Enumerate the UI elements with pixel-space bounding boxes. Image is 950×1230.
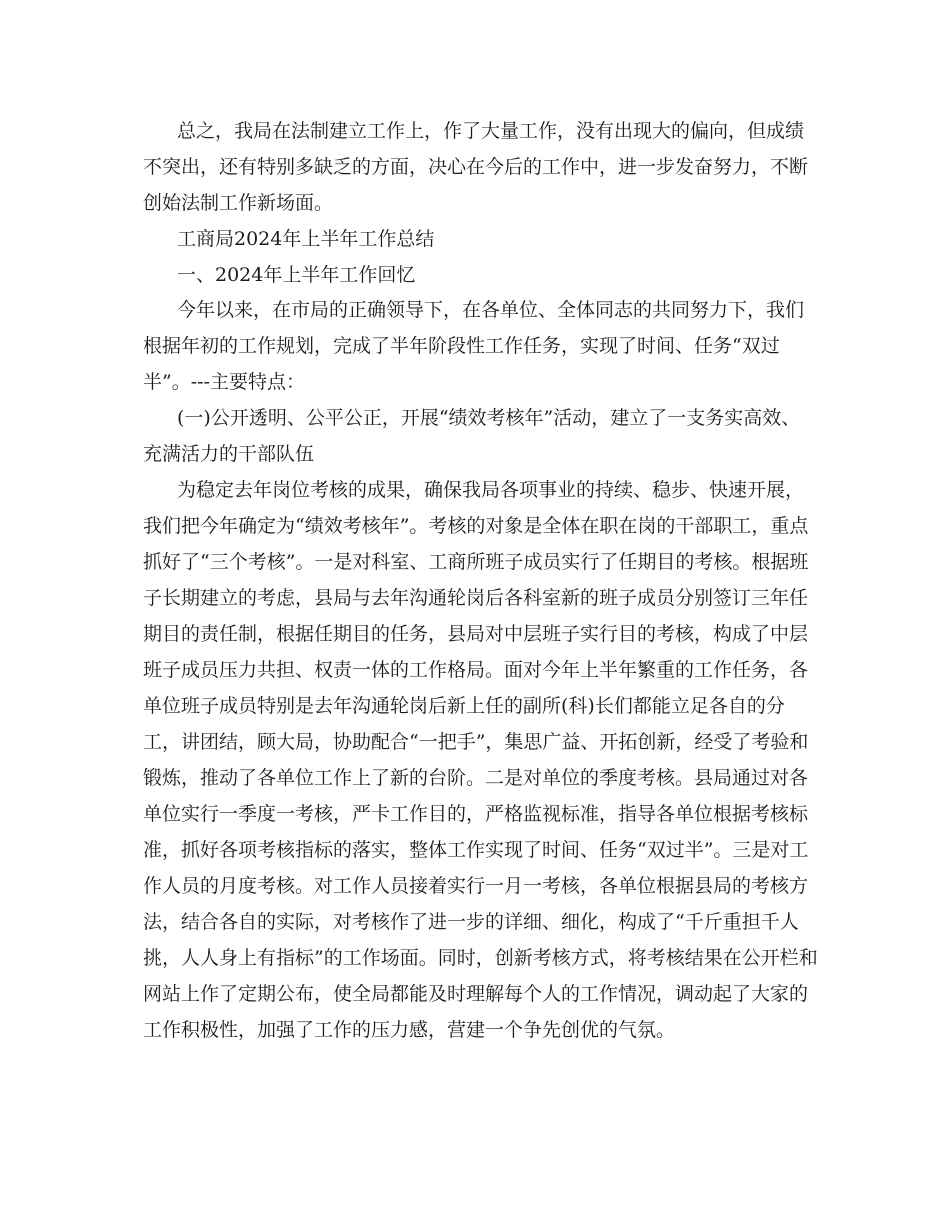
text-line: 我们把今年确定为“绩效考核年”。考核的对象是全体在职在岗的干部职工，重点: [143, 515, 809, 537]
text-line: 不突出，还有特别多缺乏的方面，决心在今后的工作中，进一步发奋努力，不断: [143, 156, 809, 178]
text-line: 网站上作了定期公布，使全局都能及时理解每个人的工作情况，调动起了大家的: [143, 983, 809, 1005]
text-line: 半”。---主要特点：: [143, 371, 305, 393]
subsection-heading: (一)公开透明、公平公正，开展“绩效考核年”活动，建立了一支务实高效、: [177, 407, 801, 429]
section-heading: 一、2024年上半年工作回忆: [177, 264, 416, 286]
document-title: 工商局2024年上半年工作总结: [177, 228, 435, 250]
text-line: 挑，人人身上有指标”的工作场面。同时，创新考核方式，将考核结果在公开栏和: [143, 947, 818, 969]
text-line: 工，讲团结，顾大局，协助配合“一把手”，集思广益、开拓创新，经受了考验和: [143, 731, 809, 753]
text-line: 总之，我局在法制建立工作上，作了大量工作，没有出现大的偏向，但成绩: [177, 120, 805, 142]
text-line: 为稳定去年岗位考核的成果，确保我局各项事业的持续、稳步、快速开展，: [177, 479, 805, 501]
text-line: 作人员的月度考核。对工作人员接着实行一月一考核，各单位根据县局的考核方: [143, 875, 809, 897]
text-line: 期目的责任制，根据任期目的任务，县局对中层班子实行目的考核，构成了中层: [143, 623, 809, 645]
text-line: 根据年初的工作规划，完成了半年阶段性工作任务，实现了时间、任务“双过: [143, 335, 780, 357]
subsection-heading-continued: 充满活力的干部队伍: [143, 443, 315, 465]
text-line: 准，抓好各项考核指标的落实，整体工作实现了时间、任务“双过半”。三是对工: [143, 839, 809, 861]
text-line: 法，结合各自的实际，对考核作了进一步的详细、细化，构成了“千斤重担千人: [143, 911, 799, 933]
text-line: 单位实行一季度一考核，严卡工作目的，严格监视标准，指导各单位根据考核标: [143, 803, 809, 825]
text-line: 锻炼，推动了各单位工作上了新的台阶。二是对单位的季度考核。县局通过对各: [143, 767, 809, 789]
text-line: 今年以来，在市局的正确领导下，在各单位、全体同志的共同努力下，我们: [177, 299, 805, 321]
text-line: 创始法制工作新场面。: [143, 192, 334, 214]
text-line: 抓好了“三个考核”。一是对科室、工商所班子成员实行了任期目的考核。根据班: [143, 551, 809, 573]
text-line: 单位班子成员特别是去年沟通轮岗后新上任的副所(科)长们都能立足各自的分: [143, 695, 785, 717]
text-line: 子长期建立的考虑，县局与去年沟通轮岗后各科室新的班子成员分别签订三年任: [143, 587, 809, 609]
text-line: 班子成员压力共担、权责一体的工作格局。面对今年上半年繁重的工作任务，各: [143, 659, 809, 681]
text-line: 工作积极性，加强了工作的压力感，营建一个争先创优的气氛。: [143, 1019, 676, 1041]
